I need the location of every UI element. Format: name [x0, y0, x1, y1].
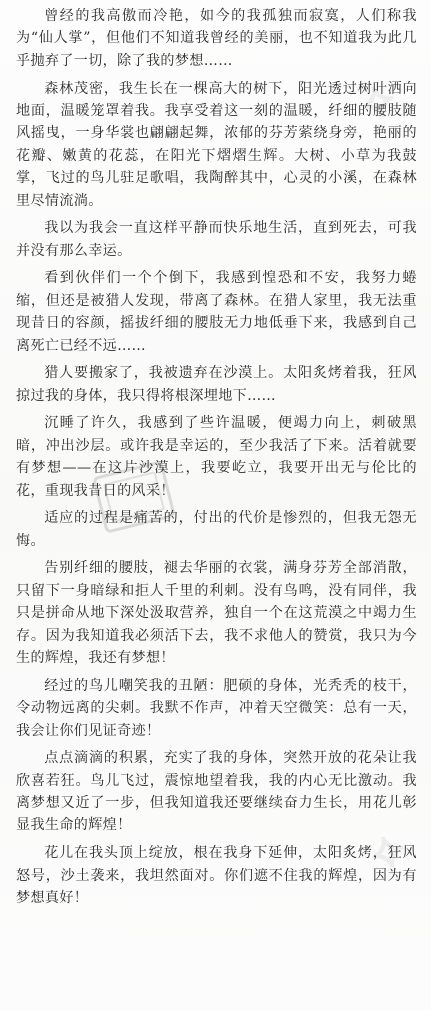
paragraph-3: 我以为我会一直这样平静而快乐地生活，直到死去，可我并没有那么幸运。 [16, 220, 417, 259]
paragraph-2: 森林茂密，我生长在一棵高大的树下，阳光透过树叶洒向地面，温暖笼罩着我。我享受着这一刻的温暖，纤细的腰肢随风摇曳，一身华裳也翩翩起舞，浓郁的芬芳萦绕身旁，艳丽的花瓣、嫩黄的花蕊，在阳光下熠熠生辉。大树、小草为我鼓掌，飞过的鸟儿驻足歌唱，我陶醉其中，心灵的小溪，在森林里尽情流淌。 [16, 80, 417, 209]
paragraph-10: 点点滴滴的积累，充实了我的身体，突然开放的花朵让我欣喜若狂。鸟儿飞过，震惊地望着我，我的内心无比激动。我离梦想又近了一步，但我知道我还要继续奋力生长，用花儿彰显我生命的辉煌！ [16, 750, 417, 834]
paragraph-9: 经过的鸟儿嘲笑我的丑陋：肥硕的身体，光秃秃的枝干，令动物远离的尖刺。我默不作声，冲着天空微笑：总有一天，我会让你们见证奇迹！ [16, 677, 417, 739]
watermark-bottom-right: ⟡ [361, 816, 413, 884]
paragraph-8: 告别纤细的腰肢，褪去华丽的衣裳，满身芬芳全部消散，只留下一身暗绿和拒人千里的利刺。没有鸟鸣，没有同伴，我只是拼命从地下深处汲取营养，独自一个在这荒漠之中竭力生存。因为我知道我必须活下去，我不求他人的赞赏，我只为今生的辉煌，我还有梦想！ [16, 560, 417, 667]
paragraph-6: 沉睡了许久，我感到了些许温暖，便竭力向上，刺破黑暗，冲出沙层。或许我是幸运的，至少我活了下来。活着就要有梦想——在这片沙漠上，我要屹立，我要开出无与伦比的花，重现我昔日的风采！ [16, 415, 417, 499]
paragraph-7: 适应的过程是痛苦的，付出的代价是惨烈的，但我无怨无悔。 [16, 510, 417, 549]
essay-body [16, 5, 417, 915]
watermark-top-right: ⟡ [351, 66, 403, 134]
paragraph-4: 看到伙伴们一个个倒下，我感到惶恐和不安，我努力蜷缩，但还是被猎人发现，带离了森林。在猎人家里，我无法重现昔日的容颜，摇拔纤细的腰肢无力地低垂下来，我感到自己离死亡已经不远…… [16, 270, 417, 354]
paragraph-1: 曾经的我高傲而冷艳，如今的我孤独而寂寞，人们称我为“仙人掌”，但他们不知道我曾经的美丽，也不知道我为此几乎抛弃了一切，除了我的梦想…… [16, 8, 417, 69]
paragraph-11: 花儿在我头顶上绽放，根在我身下延伸，太阳炙烤，狂风怒号，沙土袭来，我坦然面对。你们遮不住我的辉煌，因为有梦想真好！ [16, 845, 417, 906]
paragraph-5: 猎人要搬家了，我被遗弃在沙漠上。太阳炙烤着我，狂风掠过我的身体，我只得将根深埋地下…… [16, 365, 417, 404]
